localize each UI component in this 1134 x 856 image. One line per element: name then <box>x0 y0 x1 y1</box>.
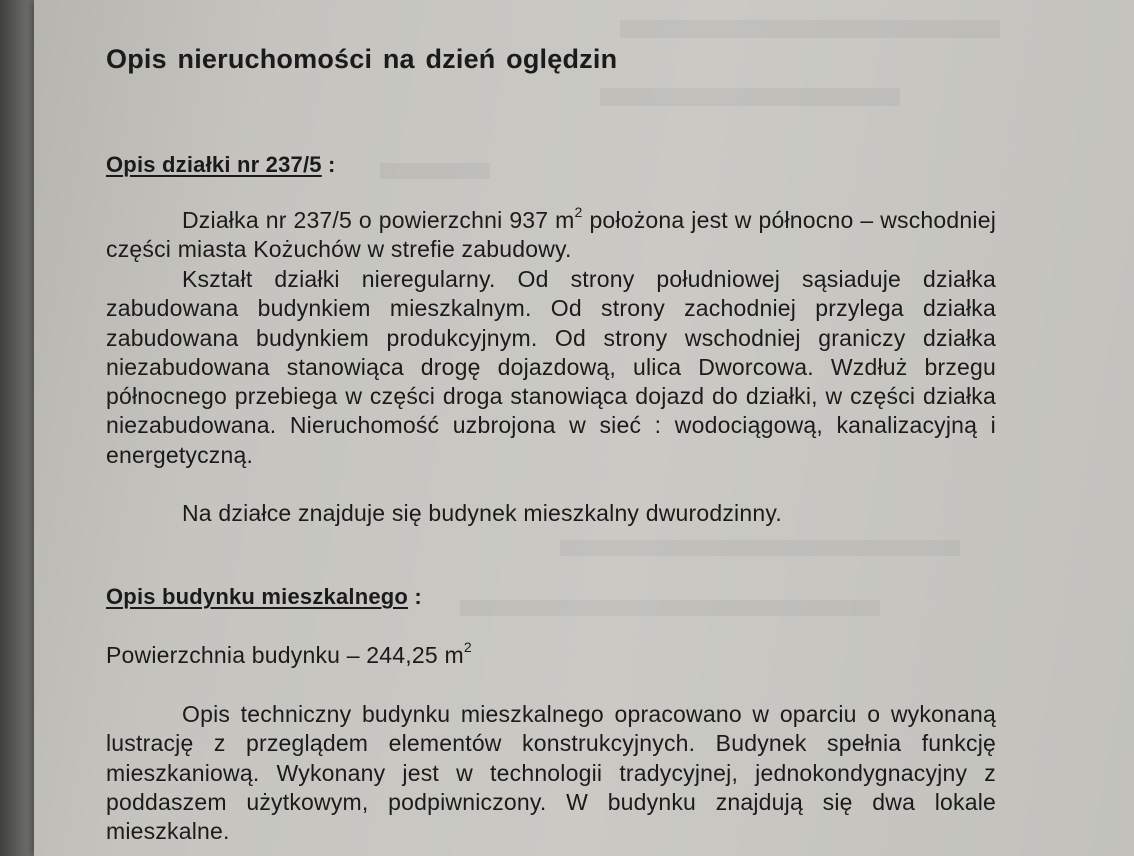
building-area-line <box>106 639 472 669</box>
section-heading-plot-colon: : <box>321 152 336 177</box>
plot-paragraph-location <box>106 206 996 265</box>
plot-location-text: Działka nr 237/5 o powierzchni 937 m <box>182 207 575 233</box>
plot-location-text-continued: położona jest w północno – wschodniej części miasta Kożuchów w strefie zabudowy. <box>106 207 996 263</box>
section-heading-plot-text: Opis działki nr 237/5 <box>106 152 322 177</box>
building-area-text: Powierzchnia budynku – 244,25 m <box>106 642 464 668</box>
plot-building-text: Na działce znajduje się budynek mieszkalny dwurodzinny. <box>182 500 782 526</box>
plot-paragraph-building <box>106 499 996 528</box>
section-heading-building-colon: : <box>408 584 422 609</box>
section-heading-building-text: Opis budynku mieszkalnego <box>106 584 409 609</box>
page-title: Opis nieruchomości na dzień oględzin <box>106 44 618 74</box>
building-description-paragraph <box>106 700 996 846</box>
plot-area-superscript: 2 <box>574 204 583 221</box>
plot-shape-text: Kształt działki nieregularny. Od strony południowej sąsiaduje działka zabudowana budynkiem mieszkalnym. Od strony zachodniej przylega działka zabudowana budynkiem produkcyjnym. Od strony wschodniej graniczy działka niezabudowana stanowiąca drogę dojazdową, ulica Dworcowa. Wzdłuż brzegu północnego przebiega w części droga stanowiąca dojazd do działki, w części działka niezabudowana. Nieruchomość uzbrojona w sieć : wodociągową, kanalizacyjną i energetyczną. <box>106 266 996 468</box>
building-description-text: Opis techniczny budynku mieszkalnego opracowano w oparciu o wykonaną lustrację z przeglądem elementów konstrukcyjnych. Budynek spełnia funkcję mieszkaniową. Wykonany jest w technologii tradycyjnej, jednokondygnacyjny z poddaszem użytkowym, podpiwniczony. W budynku znajdują się dwa lokale mieszkalne. <box>106 701 996 845</box>
section-heading-building <box>106 584 422 610</box>
book-spine-shadow <box>0 0 36 856</box>
building-area-superscript: 2 <box>463 639 472 656</box>
plot-paragraph-shape <box>106 265 996 470</box>
section-heading-plot <box>106 152 336 178</box>
